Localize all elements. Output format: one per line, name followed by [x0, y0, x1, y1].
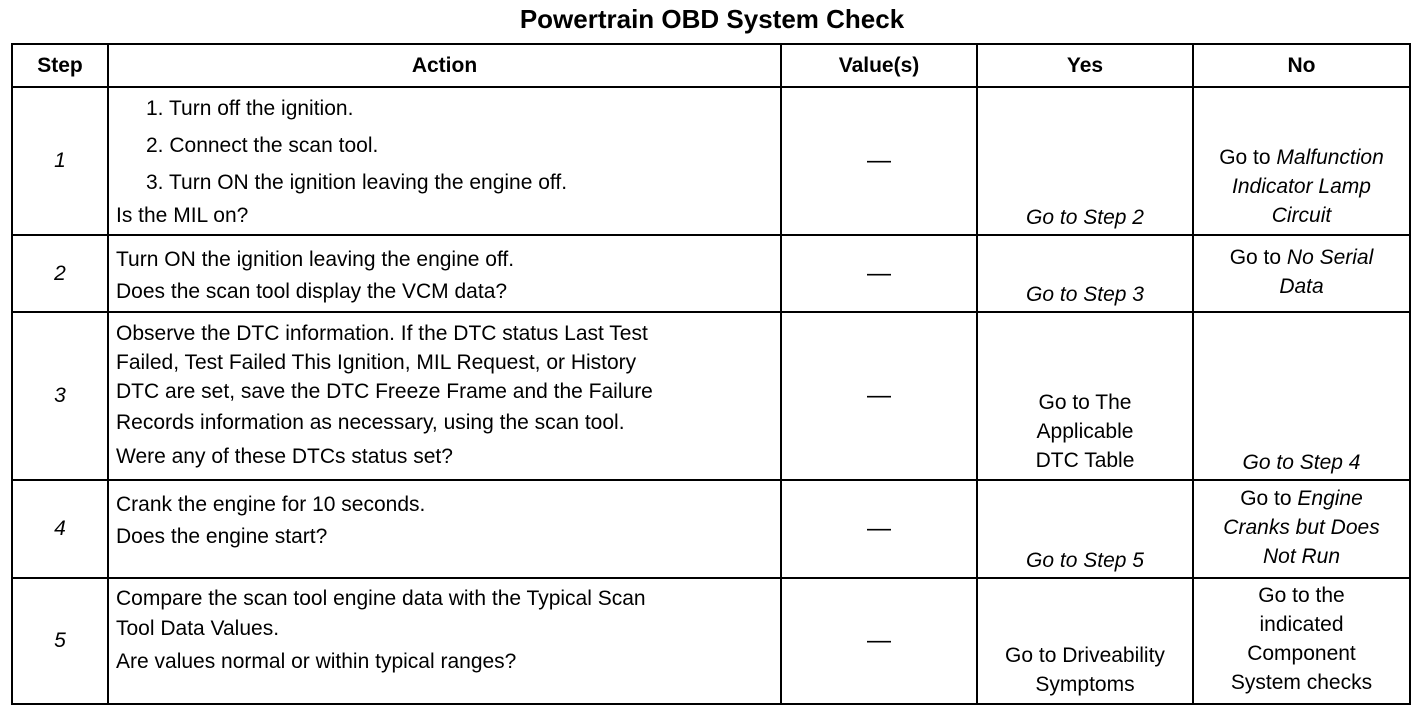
action-line: Records information as necessary, using the scan tool. — [116, 411, 625, 434]
no-link[interactable]: Go to the — [1258, 584, 1345, 607]
no-link[interactable]: Cranks but Does — [1223, 515, 1380, 539]
no-link[interactable]: Indicator Lamp — [1232, 175, 1371, 198]
no-link[interactable]: Data — [1279, 274, 1324, 298]
no-link[interactable]: Not Run — [1262, 544, 1341, 568]
action-list-item: 2. Connect the scan tool. — [146, 134, 379, 157]
action-line: Failed, Test Failed This Ignition, MIL Request, or History — [116, 351, 637, 374]
action-question: Is the MIL on? — [116, 204, 249, 227]
value-cell: — — [781, 235, 977, 312]
action-cell — [108, 312, 781, 480]
action-list-item: 3. Turn ON the ignition leaving the engine off. — [146, 171, 568, 194]
yes-link[interactable]: Go to Step 2 — [977, 87, 1193, 235]
value-cell: — — [781, 312, 977, 480]
value-cell: — — [781, 578, 977, 704]
yes-link[interactable]: DTC Table — [1035, 449, 1135, 472]
header-values: Value(s) — [781, 44, 977, 87]
action-question: Does the scan tool display the VCM data? — [116, 280, 508, 303]
system-check-table — [11, 43, 1411, 705]
header-yes: Yes — [977, 44, 1193, 87]
page-title: Powertrain OBD System Check — [519, 4, 905, 34]
no-link[interactable]: Engine — [1297, 486, 1363, 510]
no-link[interactable]: Go to Step 4 — [1193, 312, 1410, 480]
action-line: Compare the scan tool engine data with the Typical Scan — [116, 587, 646, 610]
yes-cell — [977, 578, 1193, 704]
no-link[interactable]: Malfunction — [1276, 146, 1384, 169]
header-step: Step — [12, 44, 108, 87]
yes-link[interactable]: Symptoms — [1035, 673, 1135, 696]
yes-link[interactable]: Go to The — [1038, 391, 1132, 414]
no-cell — [1193, 578, 1410, 704]
no-link[interactable]: No Serial — [1286, 245, 1374, 269]
header-action: Action — [108, 44, 781, 87]
yes-link[interactable]: Go to Step 3 — [977, 235, 1193, 312]
yes-link[interactable]: Go to Driveability — [1005, 644, 1165, 667]
no-link[interactable]: System checks — [1230, 671, 1373, 694]
action-question: Does the engine start? — [116, 525, 328, 548]
table-row — [12, 87, 1410, 235]
yes-link[interactable]: Go to Step 5 — [977, 480, 1193, 578]
table-row — [12, 480, 1410, 578]
no-link[interactable]: Circuit — [1271, 204, 1332, 227]
no-cell — [1193, 87, 1410, 235]
action-cell — [108, 480, 781, 578]
header-no: No — [1193, 44, 1410, 87]
action-list-item: 1. Turn off the ignition. — [146, 97, 354, 120]
no-cell — [1193, 480, 1410, 578]
action-cell — [108, 87, 781, 235]
no-link[interactable]: indicated — [1259, 613, 1344, 636]
yes-link[interactable]: Applicable — [1036, 420, 1134, 443]
table-row — [12, 235, 1410, 312]
step-number: 1 — [12, 87, 108, 235]
step-number: 2 — [12, 235, 108, 312]
no-prefix: Go to — [1229, 245, 1287, 269]
value-cell: — — [781, 87, 977, 235]
action-question: Were any of these DTCs status set? — [116, 445, 453, 468]
action-line: DTC are set, save the DTC Freeze Frame and the Failure — [116, 380, 653, 403]
table-row — [12, 578, 1410, 704]
value-cell: — — [781, 480, 977, 578]
action-line: Observe the DTC information. If the DTC status Last Test — [116, 322, 648, 345]
action-question: Are values normal or within typical ranges? — [116, 650, 517, 673]
action-line: Turn ON the ignition leaving the engine off. — [116, 248, 515, 271]
table-row — [12, 312, 1410, 480]
action-cell — [108, 235, 781, 312]
no-prefix: Go to — [1219, 146, 1277, 169]
yes-cell — [977, 312, 1193, 480]
no-prefix: Go to — [1240, 486, 1298, 510]
action-line: Crank the engine for 10 seconds. — [116, 493, 426, 516]
no-cell — [1193, 235, 1410, 312]
step-number: 4 — [12, 480, 108, 578]
header-row — [12, 44, 1410, 87]
no-link[interactable]: Component — [1247, 642, 1356, 665]
action-line: Tool Data Values. — [116, 617, 280, 640]
step-number: 3 — [12, 312, 108, 480]
action-cell — [108, 578, 781, 704]
step-number: 5 — [12, 578, 108, 704]
